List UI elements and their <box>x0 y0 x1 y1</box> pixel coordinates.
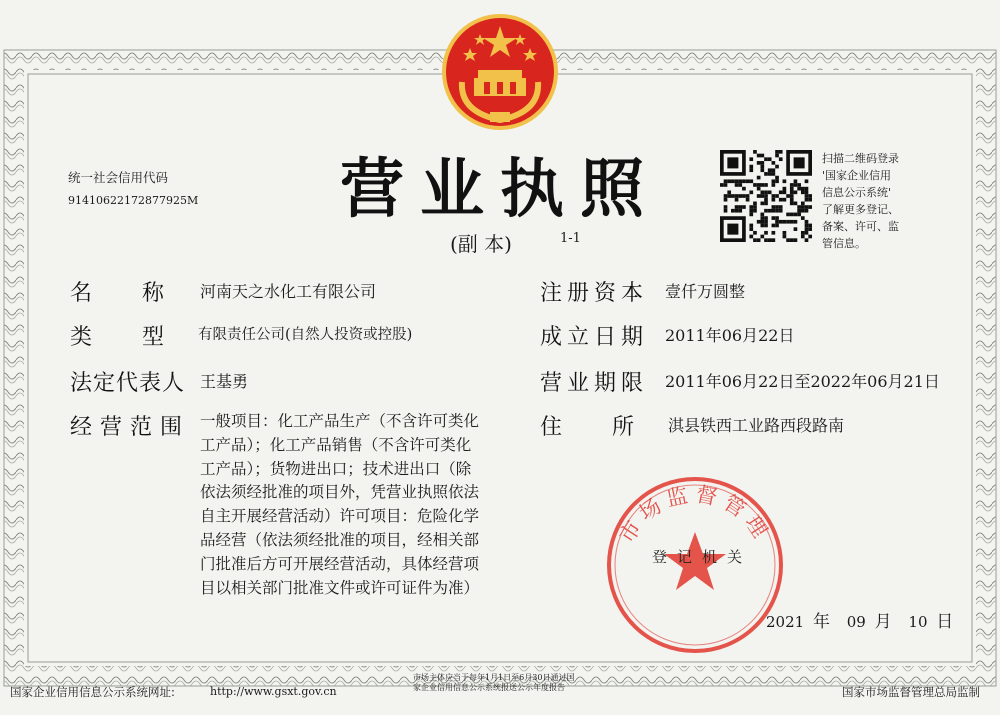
footer-note-line: 市场主体应当于每年1月1日至6月30日通过国 <box>413 673 575 682</box>
established-date-value: 2011年06月22日 <box>665 326 795 345</box>
business-term-label: 营业期限 <box>540 371 649 396</box>
national-emblem-icon <box>440 12 560 132</box>
scope-line: 工产品）；货物进出口；技术进出口（除 <box>200 459 472 478</box>
copy-number: 1-1 <box>560 231 581 246</box>
qr-text-line: 扫描二维码登录 <box>822 152 899 165</box>
name-label: 名 称 <box>70 281 167 306</box>
name-value: 河南天之水化工有限公司 <box>200 282 377 301</box>
qr-text-line: 信息公示系统' <box>822 186 892 199</box>
address-value: 淇县铁西工业路西段路南 <box>668 416 845 435</box>
seal-center-text: 登记机关 <box>652 548 753 566</box>
issue-day: 10 <box>908 613 928 631</box>
qr-text-line: '国家企业信用 <box>822 169 892 182</box>
qr-text-line: 了解更多登记、 <box>822 203 899 216</box>
business-scope-text <box>200 410 510 600</box>
qr-code-icon <box>720 150 812 242</box>
issue-month: 09 <box>846 613 866 631</box>
month-char: 月 <box>874 612 892 632</box>
type-value: 有限责任公司(自然人投资或控股) <box>198 327 413 343</box>
registered-capital-value: 壹仟万圆整 <box>665 282 746 301</box>
scope-line: 品经营（依法须经批准的项目，经相关部 <box>200 530 480 549</box>
document-subtitle: (副 本) <box>450 232 512 256</box>
legal-rep-label: 法定代表人 <box>70 371 186 396</box>
day-char: 日 <box>936 612 954 632</box>
footer-system-label: 国家企业信用信息公示系统网址: <box>10 685 175 699</box>
qr-instructions <box>822 150 942 252</box>
seal-arc-text: 市场监督管理 <box>614 482 776 548</box>
footer-url: http://www.gsxt.gov.cn <box>210 685 337 698</box>
footer-annual-report-note <box>413 673 613 693</box>
legal-rep-value: 王基勇 <box>200 372 249 391</box>
footer-note-line: 家企业信用信息公示系统报送公示年度报告 <box>413 683 565 692</box>
unified-code-value: 91410622172877925M <box>68 194 199 207</box>
issue-year: 2021 <box>766 613 805 631</box>
scope-line: 门批准后方可开展经营活动，具体经营项 <box>200 554 480 573</box>
established-date-label: 成立日期 <box>540 325 649 350</box>
scope-line: 一般项目：化工产品生产（不含许可类化 <box>200 412 480 430</box>
business-scope-label: 经营范围 <box>70 415 191 440</box>
document-title: 营业执照 <box>340 153 660 227</box>
address-label: 住 所 <box>540 415 637 440</box>
scope-line: 工产品）；化工产品销售（不含许可类化 <box>200 435 472 454</box>
business-term-value: 2011年06月22日至2022年06月21日 <box>665 372 940 391</box>
scope-line: 依法须经批准的项目外，凭营业执照依法 <box>200 483 480 502</box>
year-char: 年 <box>812 612 830 632</box>
qr-text-line: 管信息。 <box>822 237 866 250</box>
scope-line: 目以相关部门批准文件或许可证件为准） <box>200 578 480 597</box>
type-label: 类 型 <box>70 325 167 350</box>
scope-line: 自主开展经营活动）许可项目：危险化学 <box>200 507 480 526</box>
issue-date <box>766 607 953 632</box>
qr-text-line: 备案、许可、监 <box>822 220 899 233</box>
footer-supervisor: 国家市场监督管理总局监制 <box>842 685 980 699</box>
unified-code-label: 统一社会信用代码 <box>68 170 169 185</box>
registered-capital-label: 注册资本 <box>540 281 649 306</box>
